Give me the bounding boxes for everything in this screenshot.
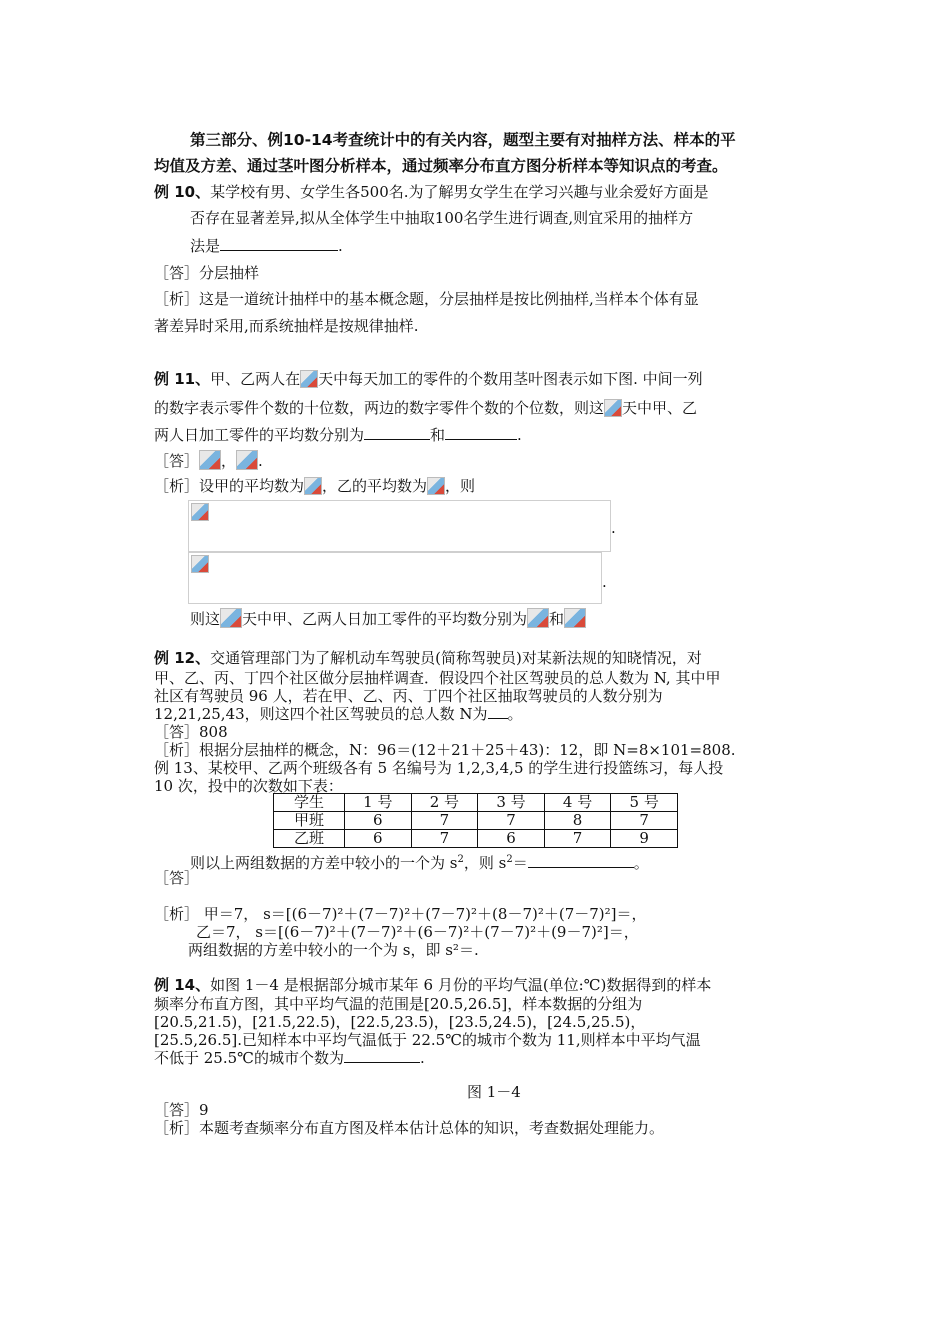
ex13-analysis-2: 乙＝7， s＝[(6－7)²＋(7－7)²＋(6－7)²＋(7－7)²＋(9－7)²]＝， (196, 923, 639, 941)
table-header-cell: 3 号 (478, 794, 545, 812)
broken-image-icon (191, 555, 209, 573)
intro-line-2: 均值及方差、通过茎叶图分析样本，通过频率分布直方图分析样本等知识点的考查。 (154, 157, 728, 175)
formula-image-1 (188, 500, 611, 552)
broken-image-icon (564, 608, 586, 628)
intro-line-1: 第三部分、例10-14考查统计中的有关内容，题型主要有对抽样方法、样本的平 (190, 131, 736, 149)
table-header-cell: 5 号 (611, 794, 678, 812)
ex14-line-4: [25.5,26.5].已知样本中平均气温低于 22.5℃的城市个数为 11,则样本中平均气温 (154, 1031, 701, 1049)
ex11-answer: ［答］ ， . (154, 452, 263, 470)
ex10-line-3: 法是 . (190, 237, 343, 255)
table-header-cell: 学生 (274, 794, 345, 812)
ex13-analysis-1: ［析］ 甲＝7， s＝[(6－7)²＋(7－7)²＋(7－7)²＋(8－7)²＋(7－7)²]＝， (154, 905, 647, 923)
table-header-cell: 1 号 (345, 794, 412, 812)
table-cell: 甲班 (274, 812, 345, 830)
broken-image-icon (527, 608, 549, 628)
ex11-conclusion: 则这 天中甲、乙两人日加工零件的平均数分别为 和 (190, 608, 586, 629)
broken-image-icon (304, 477, 322, 495)
ex14-label: 例 14、 (154, 976, 211, 994)
ex14-analysis: ［析］本题考查频率分布直方图及样本估计总体的知识，考查数据处理能力。 (154, 1119, 665, 1137)
table-header-row (274, 794, 678, 812)
ex13-answer: ［答］ (154, 869, 200, 887)
ex10-answer-blank (220, 236, 338, 251)
table-cell: 6 (478, 830, 545, 848)
broken-image-icon (427, 477, 445, 495)
table-cell: 7 (544, 830, 611, 848)
ex12-line-2: 甲、乙、丙、丁四个社区做分层抽样调查．假设四个社区驾驶员的总人数为 N, 其中甲 (154, 669, 721, 687)
figure-caption: 图 1－4 (467, 1083, 521, 1101)
ex14-line-2: 频率分布直方图，其中平均气温的范围是[20.5,26.5]，样本数据的分组为 (154, 995, 643, 1013)
formula-1-dot: . (611, 519, 616, 537)
ex14-blank (344, 1048, 420, 1063)
formula-2-dot: . (602, 573, 607, 591)
broken-image-icon (220, 608, 242, 628)
ex12-blank (488, 704, 508, 719)
ex11-line-2: 的数字表示零件个数的十位数，两边的数字零件个数的个位数，则这 天中甲、乙 (154, 399, 698, 417)
table-row (274, 830, 678, 848)
table-header-cell: 2 号 (411, 794, 478, 812)
ex12-line-1: 例 12、交通管理部门为了解机动车驾驶员(简称驾驶员)对某新法规的知晓情况，对 (154, 649, 702, 667)
ex13-blank (528, 853, 634, 868)
ex10-answer: ［答］分层抽样 (154, 264, 260, 282)
table-cell: 7 (411, 812, 478, 830)
ex12-analysis: ［析］根据分层抽样的概念，N：96＝(12＋21＋25＋43)：12，即 N=8×101=808. (154, 741, 736, 759)
ex12-line-4: 12,21,25,43，则这四个社区驾驶员的总人数 N为 。 (154, 705, 523, 723)
ex11-blank-1 (364, 425, 430, 440)
ex11-blank-2 (445, 425, 517, 440)
table-cell: 7 (611, 812, 678, 830)
ex13-line-2: 10 次，投中的次数如下表： (154, 777, 343, 795)
broken-image-icon (191, 503, 209, 521)
ex11-line-3: 两人日加工零件的平均数分别为 和 . (154, 426, 522, 444)
table-cell: 乙班 (274, 830, 345, 848)
ex12-answer: ［答］808 (154, 723, 228, 741)
ex10-line-1: 例 10、某学校有男、女学生各500名.为了解男女学生在学习兴趣与业余爱好方面是 (154, 183, 709, 201)
ex10-analysis-2: 著差异时采用,而系统抽样是按规律抽样. (154, 317, 419, 335)
ex10-label: 例 10、 (154, 183, 211, 201)
ex10-line-2: 否存在显著差异,拟从全体学生中抽取100名学生进行调查,则宜采用的抽样方 (190, 209, 694, 227)
ex11-analysis: ［析］设甲的平均数为 ，乙的平均数为 ，则 (154, 477, 476, 495)
ex13-question: 则以上两组数据的方差中较小的一个为 $s^2$，则 $s^2=$ 。 (190, 854, 649, 872)
ex14-answer: ［答］9 (154, 1101, 209, 1119)
broken-image-icon (604, 399, 622, 417)
table-header-cell: 4 号 (544, 794, 611, 812)
broken-image-icon (236, 450, 258, 470)
ex14-line-5: 不低于 25.5℃的城市个数为 . (154, 1049, 425, 1067)
ex11-line-1: 例 11、甲、乙两人在 天中每天加工的零件的个数用茎叶图表示如下图. 中间一列 (154, 370, 703, 388)
table-cell: 6 (345, 830, 412, 848)
broken-image-icon (300, 370, 318, 388)
ex12-label: 例 12、 (154, 649, 211, 667)
table-cell: 9 (611, 830, 678, 848)
table-cell: 6 (345, 812, 412, 830)
ex14-line-3: [20.5,21.5)，[21.5,22.5)，[22.5,23.5)，[23.5,24.5)，[24.5,25.5)， (154, 1013, 646, 1031)
ex13-line-1: 例 13、某校甲、乙两个班级各有 5 名编号为 1,2,3,4,5 的学生进行投篮练习，每人投 (154, 759, 724, 777)
ex11-label: 例 11、 (154, 370, 211, 388)
score-table (273, 793, 678, 848)
table-cell: 7 (411, 830, 478, 848)
broken-image-icon (199, 450, 221, 470)
table-cell: 7 (478, 812, 545, 830)
table-cell: 8 (544, 812, 611, 830)
table-row (274, 812, 678, 830)
formula-image-2 (188, 552, 602, 604)
ex10-analysis-1: ［析］这是一道统计抽样中的基本概念题，分层抽样是按比例抽样,当样本个体有显 (154, 290, 699, 308)
ex12-line-3: 社区有驾驶员 96 人，若在甲、乙、丙、丁四个社区抽取驾驶员的人数分别为 (154, 687, 663, 705)
ex13-analysis-3: 两组数据的方差中较小的一个为 s，即 s²＝. (188, 941, 479, 959)
ex14-line-1: 例 14、如图 1－4 是根据部分城市某年 6 月份的平均气温(单位:℃)数据得到的样本 (154, 976, 712, 994)
